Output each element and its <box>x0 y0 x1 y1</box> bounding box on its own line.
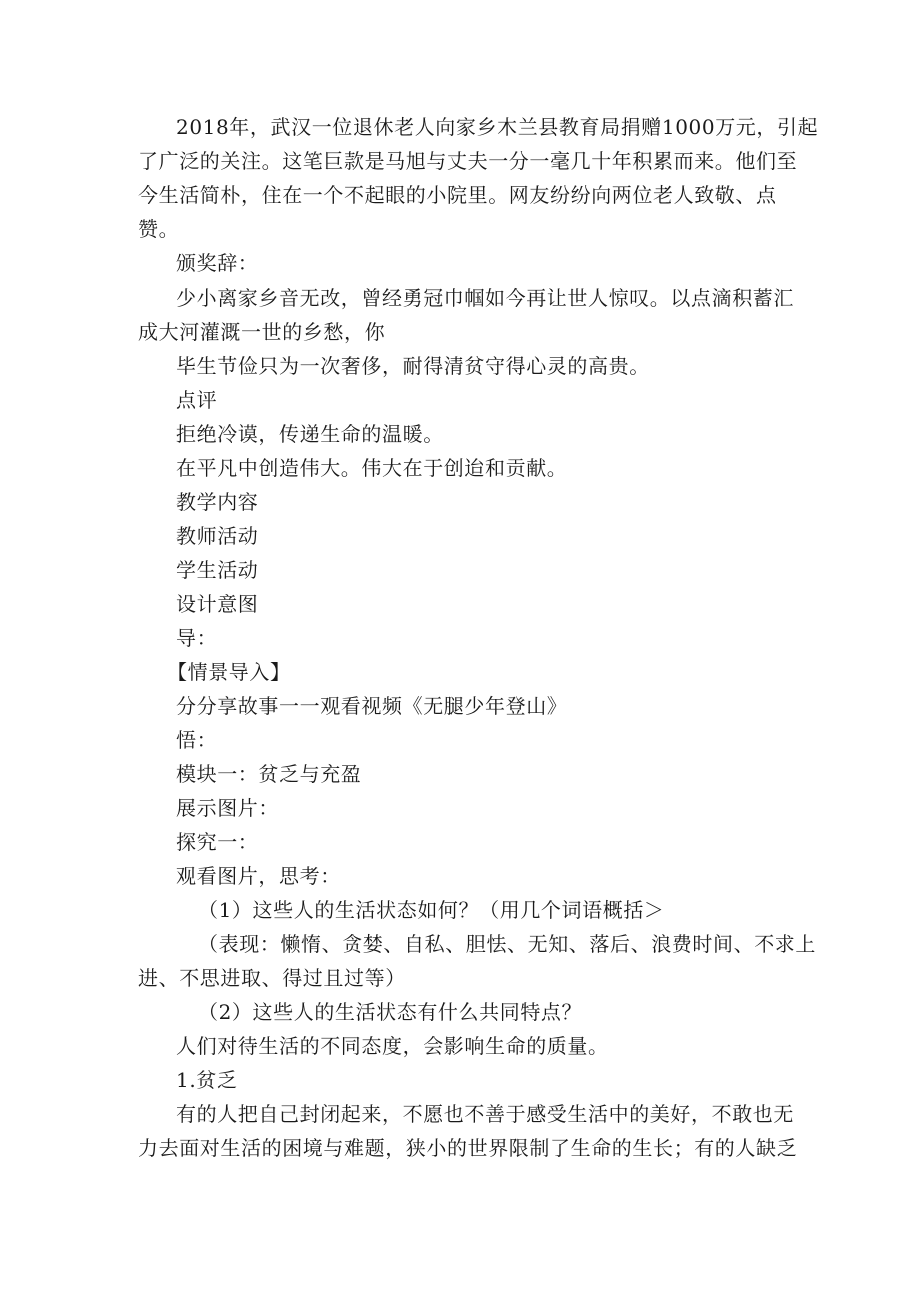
paragraph-line: 成大河灌溉一世的乡愁，你 <box>138 320 386 344</box>
table-label: 设计意图 <box>176 592 259 616</box>
comment-heading: 点评 <box>176 388 218 412</box>
section-label: 悟： <box>176 728 218 752</box>
table-label: 学生活动 <box>176 558 259 582</box>
paragraph-line: 2018年，武汉一位退休老人向家乡木兰县教育局捐赠1000万元，引起 <box>176 115 819 139</box>
section-heading: 【情景导入】 <box>167 660 291 684</box>
paragraph-line: 力去面对生活的困境与难题，狭小的世界限制了生命的生长；有的人缺乏 <box>138 1136 798 1160</box>
question-line: （1）这些人的生活状态如何？（用几个词语概括＞ <box>198 898 665 922</box>
table-label: 教师活动 <box>176 524 259 548</box>
section-label: 导： <box>176 626 218 650</box>
paragraph-line: 拒绝冷谟，传递生命的温暖。 <box>176 422 444 446</box>
paragraph-line: 在平凡中创造伟大。伟大在于创迨和贡献。 <box>176 456 568 480</box>
award-speech-heading: 颁奖辞： <box>176 251 259 275</box>
paragraph-line: 赞。 <box>138 217 180 241</box>
table-label: 教学内容 <box>176 490 259 514</box>
paragraph-line: （表现：懒惰、贪婪、自私、胆怯、无知、落后、浪费时间、不求上 <box>198 932 816 956</box>
question-line: （2）这些人的生活状态有什么共同特点？ <box>198 1000 583 1024</box>
paragraph-line: 分分享故事一一观看视频《无腿少年登山》 <box>176 694 568 718</box>
module-heading: 模块一：贫乏与充盈 <box>176 762 362 786</box>
paragraph-line: 有的人把自己封闭起来，不愿也不善于感受生活中的美好，不敢也无 <box>176 1102 794 1126</box>
paragraph-line: 人们对待生活的不同态度，会影响生命的质量。 <box>176 1034 609 1058</box>
paragraph-line: 了广泛的关注。这笔巨款是马旭与丈夫一分一毫几十年积累而来。他们至 <box>138 149 798 173</box>
paragraph-line: 进、不思进取、得过且过等） <box>138 966 406 990</box>
paragraph-line: 探究一： <box>176 830 259 854</box>
subsection-heading: 1.贫乏 <box>176 1068 238 1092</box>
paragraph-line: 展示图片： <box>176 796 279 820</box>
paragraph-line: 今生活简朴，住在一个不起眼的小院里。网友纷纷向两位老人致敬、点 <box>138 183 777 207</box>
paragraph-line: 毕生节俭只为一次奢侈，耐得清贫守得心灵的高贵。 <box>176 354 650 378</box>
paragraph-line: 少小离家乡音无改，曾经勇冠巾帼如今再让世人惊叹。以点滴积蓄汇 <box>176 286 794 310</box>
paragraph-line: 观看图片，思考： <box>176 864 341 888</box>
